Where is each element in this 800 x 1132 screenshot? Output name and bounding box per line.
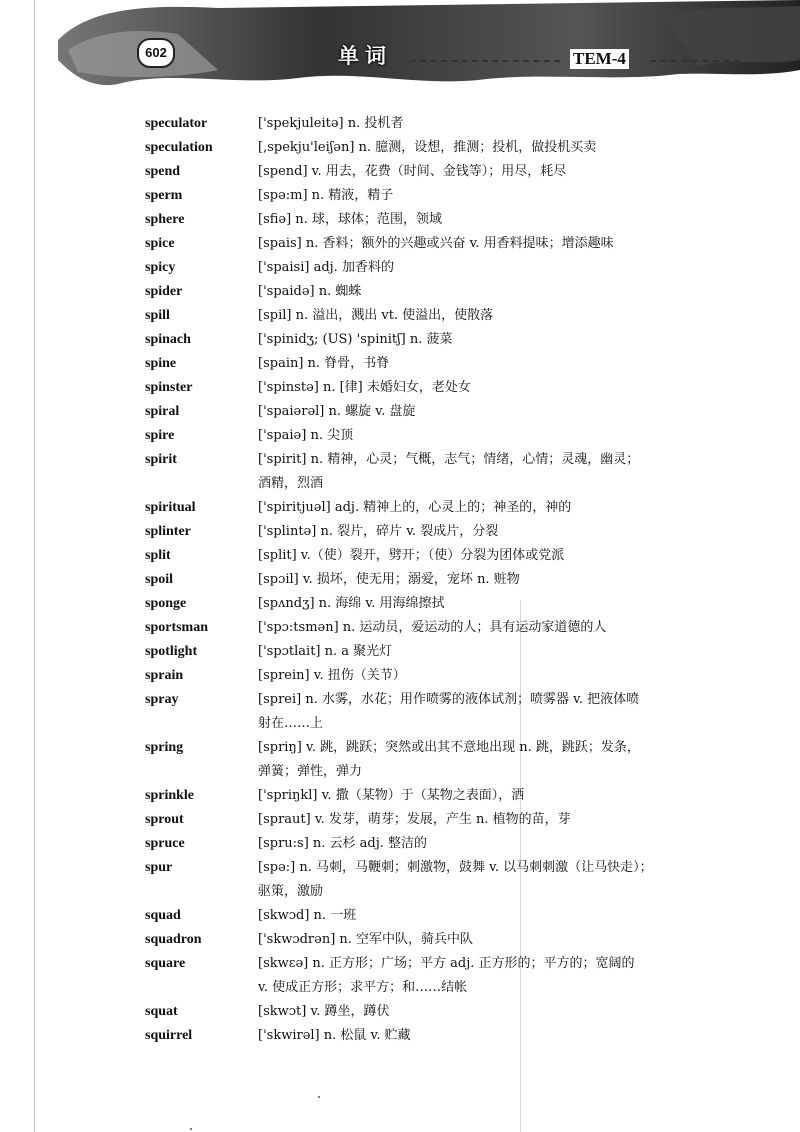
definition: ['spiritjuəl] adj. 精神上的，心灵上的；神圣的，神的 (258, 500, 572, 515)
definition: ['spinidʒ; (US) 'spinitʃ] n. 菠菜 (258, 332, 453, 347)
definition: ['spaiə] n. 尖顶 (258, 428, 354, 443)
headword: spoil (145, 572, 174, 587)
headword: spinster (145, 380, 193, 395)
headword: spiral (145, 404, 180, 419)
headword: spend (145, 164, 181, 179)
definition: ['spaiərəl] n. 螺旋 v. 盘旋 (258, 404, 416, 419)
definition: ['spɔtlait] n. a 聚光灯 (258, 644, 393, 659)
headword: squat (145, 1004, 178, 1019)
definition: [spil] n. 溢出，溅出 vt. 使溢出，使散落 (258, 308, 494, 323)
exam-label: TEM-4 (570, 49, 629, 69)
definition: ['skwirəl] n. 松鼠 v. 贮藏 (258, 1028, 411, 1043)
definition: [spə:m] n. 精液，精子 (258, 188, 394, 203)
definition: [,spekju'leiʃən] n. 臆测，设想，推测；投机，做投机买卖 (258, 140, 597, 155)
definition: [sfiə] n. 球，球体；范围，领域 (258, 212, 442, 227)
definition: [spə:] n. 马刺，马鞭刺；刺激物，鼓舞 v. 以马刺刺激（让马快走）； 驱策，激励 (258, 860, 653, 899)
page-number: 602 (137, 38, 175, 68)
scan-speck (318, 1096, 320, 1098)
headword: splinter (145, 524, 191, 539)
headword: spring (145, 740, 184, 755)
definition: [spru:s] n. 云杉 adj. 整洁的 (258, 836, 428, 851)
definition: [sprein] v. 扭伤（关节） (258, 668, 406, 683)
headword: squadron (145, 932, 202, 947)
headword: speculator (145, 116, 208, 131)
definition: ['skwɔdrən] n. 空军中队，骑兵中队 (258, 932, 474, 947)
headword: spill (145, 308, 170, 323)
headword: split (145, 548, 171, 563)
header-dashed-rule-right (650, 60, 740, 62)
scan-speck (190, 1128, 192, 1130)
definition: [spraut] v. 发芽，萌芽；发展，产生 n. 植物的苗，芽 (258, 812, 571, 827)
headword: speculation (145, 140, 213, 155)
definition: ['splintə] n. 裂片，碎片 v. 裂成片，分裂 (258, 524, 499, 539)
definition: [skwɔd] n. 一班 (258, 908, 357, 923)
definition: ['spriŋkl] v. 撒（某物）于（某物之表面），洒 (258, 788, 525, 803)
headword: sponge (145, 596, 187, 611)
page-edge (34, 0, 35, 1132)
headword: sphere (145, 212, 185, 227)
headword: spruce (145, 836, 185, 851)
headword: spine (145, 356, 177, 371)
headword: spotlight (145, 644, 198, 659)
headword: squirrel (145, 1028, 193, 1043)
definition: ['spɔ:tsmən] n. 运动员，爱运动的人；具有运动家道德的人 (258, 620, 607, 635)
definition: [spend] v. 用去，花费（时间、金钱等）；用尽，耗尽 (258, 164, 567, 179)
definition: [spain] n. 脊骨，书脊 (258, 356, 390, 371)
headword: spray (145, 692, 179, 707)
headword: square (145, 956, 186, 971)
definition: ['spekjuleitə] n. 投机者 (258, 116, 404, 131)
definition: ['spinstə] n. [律] 未婚妇女，老处女 (258, 380, 471, 395)
definition: ['spaisi] adj. 加香料的 (258, 260, 394, 275)
headword: sprout (145, 812, 184, 827)
definition: [spɔil] v. 损坏，使无用；溺爱，宠坏 n. 赃物 (258, 572, 520, 587)
headword: spire (145, 428, 175, 443)
headword: spice (145, 236, 175, 251)
headword: spicy (145, 260, 176, 275)
definition: [sprei] n. 水雾，水花；用作喷雾的液体试剂；喷雾器 v. 把液体喷 射在……上 (258, 692, 640, 731)
headword: squad (145, 908, 181, 923)
definition: ['spirit] n. 精神，心灵；气概，志气；情绪，心情；灵魂，幽灵； 酒精，烈酒 (258, 452, 640, 491)
definition: [skwɔt] v. 蹲坐，蹲伏 (258, 1004, 390, 1019)
headword: sprinkle (145, 788, 195, 803)
headword: sportsman (145, 620, 209, 635)
headword: sprain (145, 668, 184, 683)
headword: spiritual (145, 500, 196, 515)
headword: spirit (145, 452, 177, 467)
section-title: 单词 (338, 44, 392, 68)
definition: [split] v.（使）裂开，劈开；（使）分裂为团体或党派 (258, 548, 565, 563)
definition: [spais] n. 香料；额外的兴趣或兴奋 v. 用香料提味；增添趣味 (258, 236, 614, 251)
headword: spur (145, 860, 173, 875)
header-dashed-rule-left (410, 60, 560, 62)
headword: spinach (145, 332, 191, 347)
headword: sperm (145, 188, 183, 203)
definition: [spʌndʒ] n. 海绵 v. 用海绵擦拭 (258, 596, 445, 611)
definition: ['spaidə] n. 蜘蛛 (258, 284, 362, 299)
definition: [skwɛə] n. 正方形；广场；平方 adj. 正方形的；平方的；宽阔的 v. 使成正方形；求平方；和……结帐 (258, 956, 635, 995)
headword: spider (145, 284, 183, 299)
definition: [spriŋ] v. 跳，跳跃；突然或出其不意地出现 n. 跳，跳跃；发条， 弹簧；弹性，弹力 (258, 740, 640, 779)
